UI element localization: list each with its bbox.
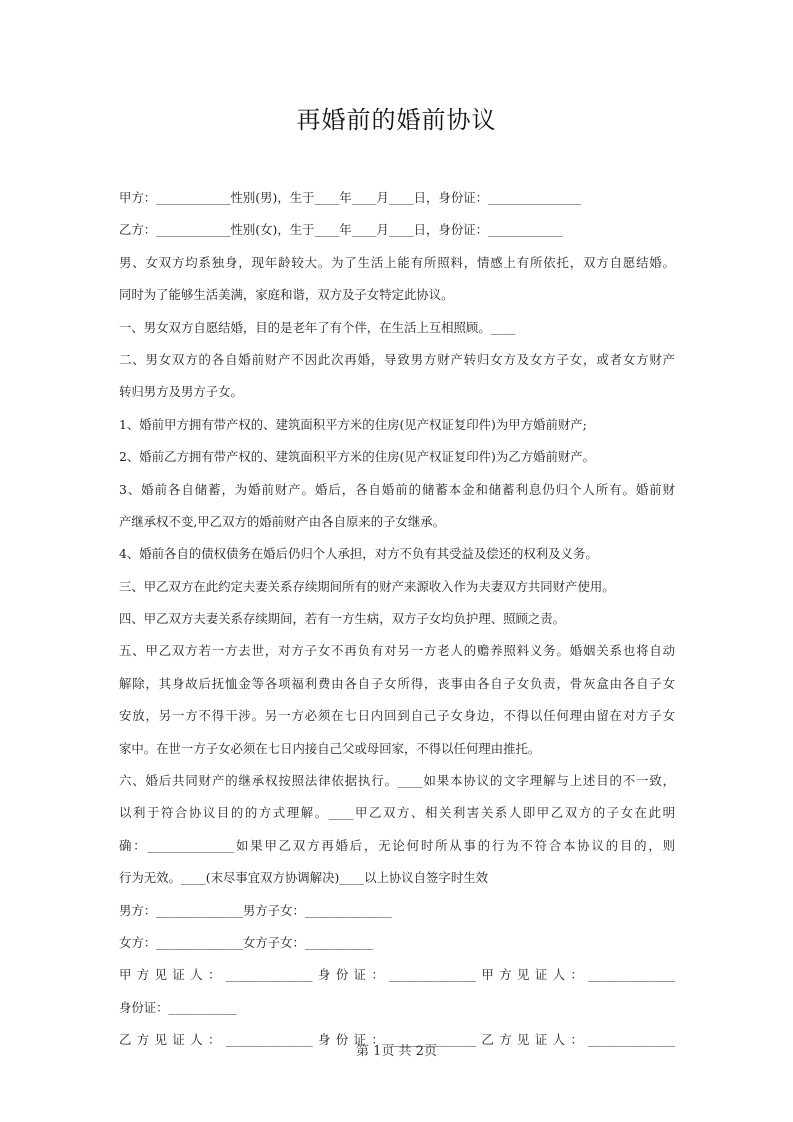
document-line: 产继承权不变,甲乙双方的婚前财产由各自原来的子女继承。 bbox=[119, 513, 446, 529]
document-title: 再婚前的婚前协议 bbox=[296, 106, 497, 134]
document-line: 确：______________如果甲乙双方再婚后，无论何时所从事的行为不符合本协议的目的，则 bbox=[119, 837, 675, 853]
document-line: 家中。在世一方子女必须在七日内接自己父或母回家，不得以任何理由推托。 bbox=[119, 740, 541, 756]
document-line: 四、甲乙双方夫妻关系存续期间，若有一方生病，双方子女均负护理、照顾之责。 bbox=[119, 611, 566, 627]
document-body bbox=[119, 182, 675, 1057]
document-line: 解除，其身故后抚恤金等各项福利费由各自子女所得，丧事由各自子女负责，骨灰盒由各自子女 bbox=[119, 675, 675, 691]
document-line: 2、婚前乙方拥有带产权的、建筑面积平方米的住房(见产权证复印件)为乙方婚前财产。 bbox=[119, 449, 596, 465]
document-line: 乙方：____________性别(女)，生于____年____月____日，身份证：____________ bbox=[119, 222, 563, 238]
document-line: 男、女双方均系独身，现年龄较大。为了生活上能有所照料，情感上有所依托，双方自愿结婚。 bbox=[119, 254, 675, 270]
document-line: 一、男女双方自愿结婚，目的是老年了有个伴，在生活上互相照顾。____ bbox=[119, 319, 516, 335]
document-line: 安放，另一方不得干涉。另一方必须在七日内回到自己子女身边，不得以任何理由留在对方子女 bbox=[119, 708, 675, 724]
document-line: 女方：______________女方子女：___________ bbox=[119, 934, 374, 950]
document-line: 以利于符合协议目的的方式理解。____甲乙双方、相关利害关系人即甲乙双方的子女在此明 bbox=[119, 805, 675, 821]
document-line: 甲方：____________性别(男)，生于____年____月____日，身份证：_______________ bbox=[119, 190, 581, 205]
document-line: 4、婚前各自的债权债务在婚后仍归个人承担，对方不负有其受益及偿还的权利及义务。 bbox=[119, 546, 598, 562]
document-line: 同时为了能够生活美满，家庭和谐，双方及子女特定此协议。 bbox=[119, 287, 454, 303]
document-line: 转归男方及男方子女。 bbox=[119, 384, 243, 400]
document-line: 行为无效。____(末尽事宜双方协调解决)____以上协议自签字时生效 bbox=[119, 870, 488, 886]
document-line: 二、男女双方的各自婚前财产不因此次再婚，导致男方财产转归女方及女方子女，或者女方财产 bbox=[119, 351, 675, 367]
page-number: 第 1页 共 2页 bbox=[356, 1044, 437, 1059]
document-line: 三、甲乙双方在此约定夫妻关系存续期间所有的财产来源收入作为夫妻双方共同财产使用。 bbox=[119, 578, 615, 594]
document-line: 男方：______________男方子女：______________ bbox=[119, 902, 392, 918]
document-line: 甲方见证人：______________身份证：______________甲方见证人：______________ bbox=[119, 967, 675, 983]
document-line: 乙方见证人：______________身份证：______________乙方见证人：______________ bbox=[119, 1032, 675, 1048]
document-line: 五、甲乙双方若一方去世，对方子女不再负有对另一方老人的赡养照料义务。婚姻关系也将自动 bbox=[119, 643, 675, 659]
document-line: 3、婚前各自储蓄，为婚前财产。婚后，各自婚前的储蓄本金和储蓄利息仍归个人所有。婚前财 bbox=[119, 481, 675, 497]
document-line: 六、婚后共同财产的继承权按照法律依据执行。____如果本协议的文字理解与上述目的不一致， bbox=[119, 773, 675, 789]
document-line: 1、婚前甲方拥有带产权的、建筑面积平方米的住房(见产权证复印件)为甲方婚前财产; bbox=[119, 416, 587, 432]
document-line: 身份证：___________ bbox=[119, 999, 237, 1015]
